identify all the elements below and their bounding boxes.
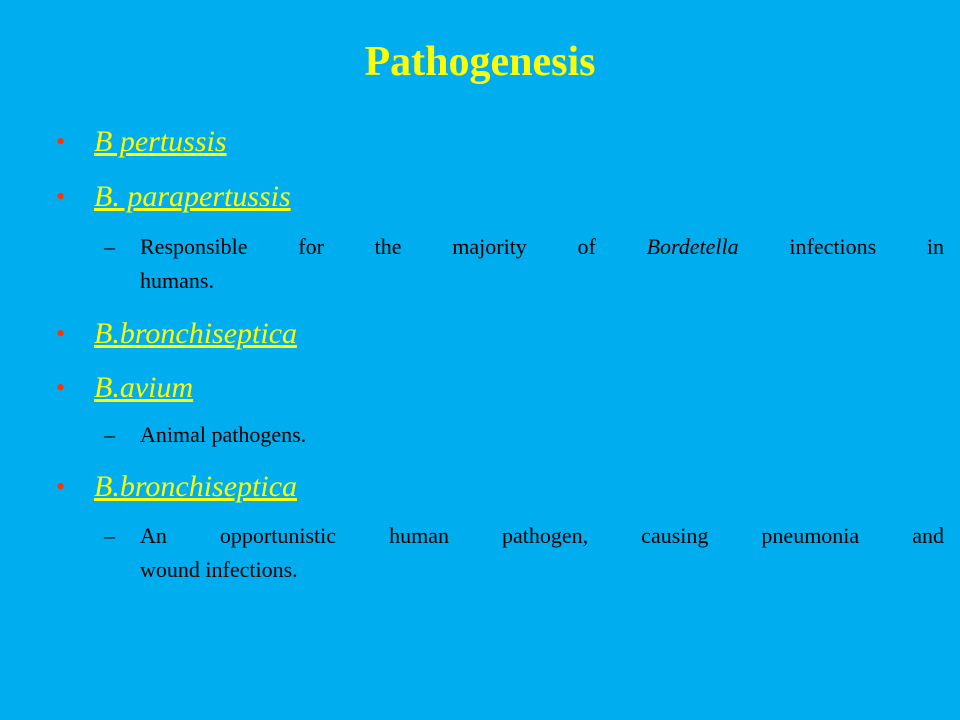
link-b-pertussis[interactable]: B pertussis: [94, 125, 227, 158]
slide-title: Pathogenesis: [364, 39, 596, 85]
subpoint-avium: [104, 418, 944, 452]
subpoint-bronchiseptica: [104, 519, 944, 587]
dash-icon: –: [104, 422, 115, 447]
subpoint-text: Animal pathogens.: [140, 422, 307, 447]
bullet-item: [56, 467, 297, 507]
subpoint-text: Responsible for the majority of Bordetella infections in humans.: [140, 234, 944, 293]
link-b-bronchiseptica-2[interactable]: B.bronchiseptica: [94, 470, 298, 503]
bullet-item: [56, 314, 297, 354]
bullet-item: [56, 122, 227, 162]
subpoint-text: An opportunistic human pathogen, causing pneumonia and wound infections.: [140, 523, 944, 582]
genus-italic: Bordetella: [646, 234, 739, 259]
dash-icon: –: [104, 234, 115, 259]
subpoint-parapertussis: [104, 230, 944, 298]
bullet-item: [56, 368, 193, 408]
bullet-dot-icon: •: [56, 319, 66, 348]
bullet-dot-icon: •: [56, 182, 66, 211]
bullet-dot-icon: •: [56, 127, 66, 156]
dash-icon: –: [104, 523, 115, 548]
bullet-item: [56, 177, 291, 217]
bullet-dot-icon: •: [56, 373, 66, 402]
bullet-dot-icon: •: [56, 472, 66, 501]
link-b-bronchiseptica[interactable]: B.bronchiseptica: [94, 317, 298, 350]
link-b-avium[interactable]: B.avium: [94, 371, 194, 404]
link-b-parapertussis[interactable]: B. parapertussis: [94, 180, 291, 213]
